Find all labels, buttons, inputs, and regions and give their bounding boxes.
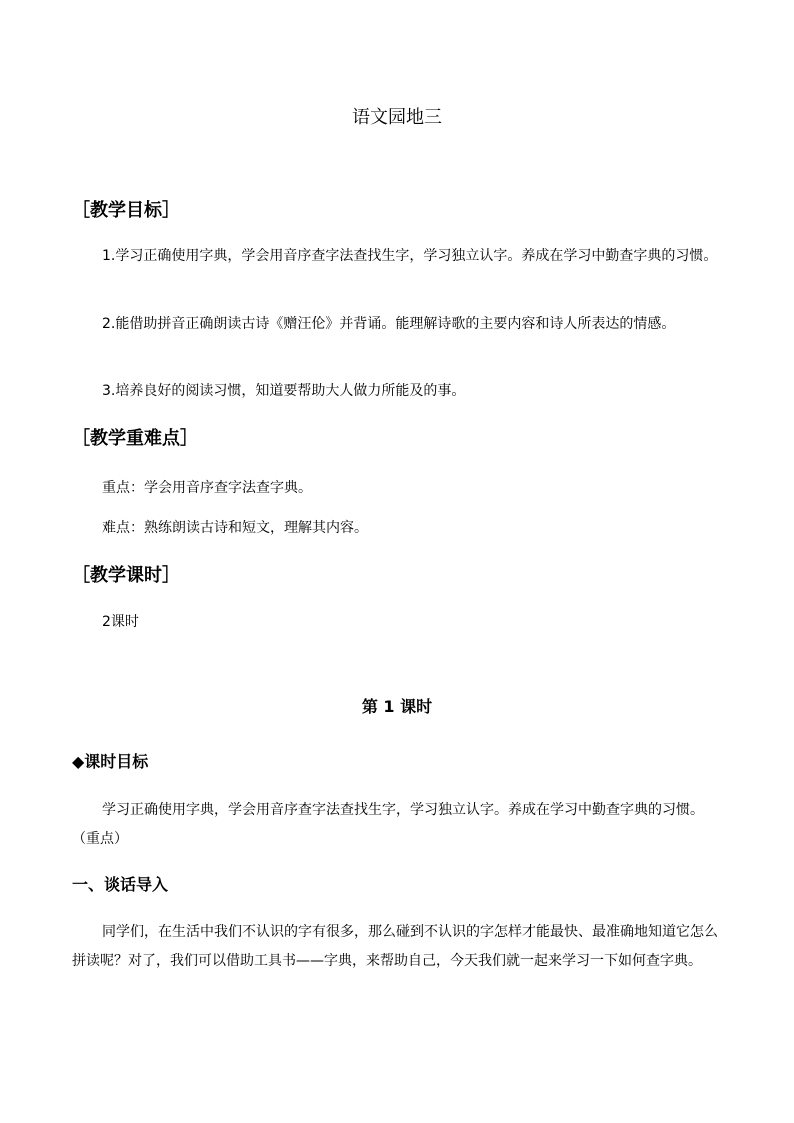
key-point-difficulty: 难点：熟练朗读古诗和短文，理解其内容。 <box>102 520 368 536</box>
periods-heading: ［教学课时］ <box>72 565 180 586</box>
objective-item-1: 1.学习正确使用字典，学会用音序查字法查找生字，学习独立认字。养成在学习中勤查字典的习惯。 <box>102 248 718 264</box>
objective-item-3: 3.培养良好的阅读习惯，知道要帮助大人做力所能及的事。 <box>102 383 466 399</box>
lesson-objective-heading: ◆课时目标 <box>72 752 149 771</box>
key-point-focus: 重点：学会用音序查字法查字典。 <box>102 480 312 496</box>
document-title: 语文园地三 <box>352 107 442 128</box>
lesson-1-title: 第 1 课时 <box>361 697 433 716</box>
periods-value: 2课时 <box>102 614 139 630</box>
objective-item-2: 2.能借助拼音正确朗读古诗《赠汪伦》并背诵。能理解诗歌的主要内容和诗人所表达的情感。 <box>102 316 676 332</box>
key-points-heading: ［教学重难点］ <box>72 428 198 449</box>
intro-heading: 一、谈话导入 <box>72 875 169 894</box>
lesson-objective-text: 学习正确使用字典，学会用音序查字法查找生字，学习独立认字。养成在学习中勤查字典的习惯。（重点） <box>72 802 704 847</box>
intro-text: 同学们，在生活中我们不认识的字有很多，那么碰到不认识的字怎样才能最快、最准确地知道它怎么拼读呢？对了，我们可以借助工具书——字典，来帮助自己，今天我们就一起来学习一下如何查字典。 <box>72 924 718 969</box>
objectives-heading: ［教学目标］ <box>72 200 180 221</box>
